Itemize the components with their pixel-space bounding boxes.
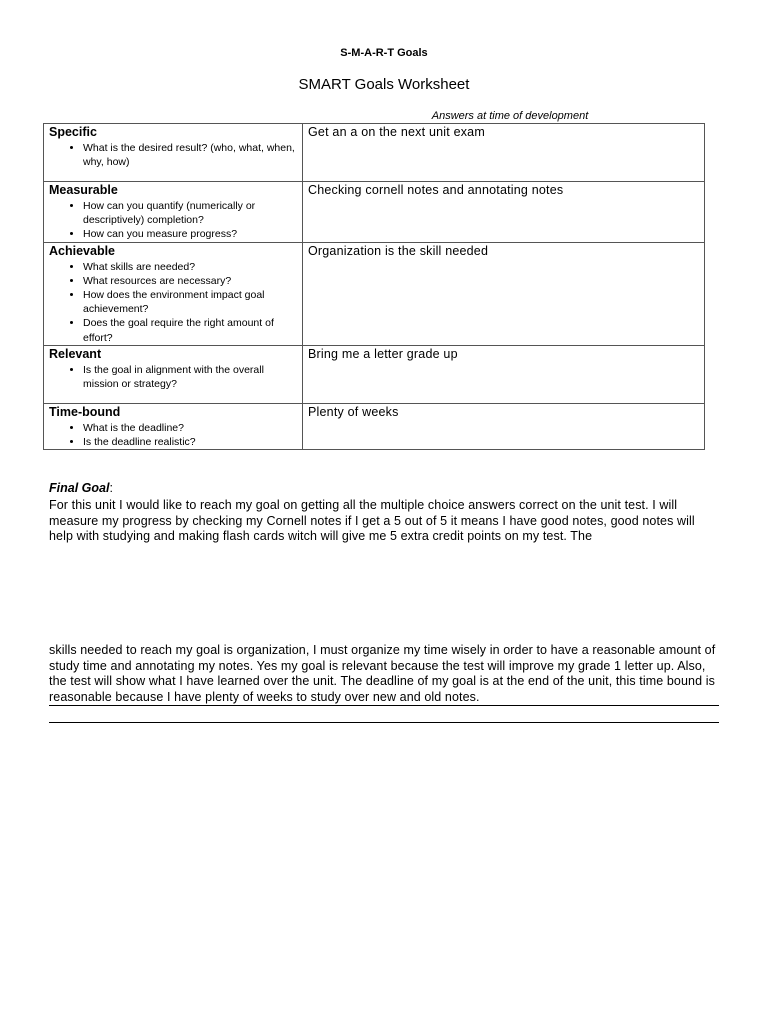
question-list <box>49 141 297 169</box>
final-goal-paragraph-1: For this unit I would like to reach my goal on getting all the multiple choice answers correct on the unit test. I will measure my progress by checking my Cornell notes if I get a 5 out of 5 it means I have good notes, good notes will help with studying and making flash cards witch will give me 5 extra credit points on my test. The <box>49 498 695 543</box>
criteria-cell <box>44 345 303 403</box>
final-goal-paragraph-2: skills needed to reach my goal is organization, I must organize my time wisely in order to have a reasonable amount of study time and annotating my notes. Yes my goal is relevant because the test will improve my grade 1 letter up. Also, the test will show what I have learned over the unit. The deadline of my goal is at the end of the unit, this time bound is reasonable because I have plenty of weeks to study over new and old notes. <box>49 643 716 704</box>
criteria-cell <box>44 403 303 449</box>
question-list <box>49 199 297 242</box>
question-list <box>49 363 297 391</box>
underline-rule <box>49 705 719 706</box>
criteria-cell <box>44 182 303 243</box>
question-list <box>49 421 297 449</box>
question-item: • Is the goal in alignment with the overall mission or strategy? <box>83 363 297 391</box>
answer-cell <box>303 403 705 449</box>
category-label: Achievable <box>49 243 116 258</box>
question-item: • Is the deadline realistic? <box>83 435 297 449</box>
category-label: Measurable <box>49 183 118 197</box>
table-row-achievable <box>44 242 705 345</box>
question-item: • What is the desired result? (who, what, when, why, how) <box>83 141 297 169</box>
smart-goals-table <box>43 123 705 450</box>
question-item: • How can you quantify (numerically or descriptively) completion? <box>83 199 297 227</box>
criteria-cell <box>44 124 303 182</box>
final-goal-colon: : <box>109 481 113 495</box>
answer-text: Checking cornell notes and annotating notes <box>308 183 564 197</box>
table-row-relevant <box>44 345 705 403</box>
answers-column-caption: Answers at time of development <box>431 110 589 122</box>
underline-rule <box>49 722 719 723</box>
page-title: SMART Goals Worksheet <box>298 76 470 93</box>
final-goal-heading <box>49 481 113 495</box>
category-label: Relevant <box>49 346 102 361</box>
category-label: Time-bound <box>49 404 121 419</box>
question-item: • What resources are necessary? <box>83 274 297 288</box>
category-label: Specific <box>49 125 97 139</box>
answer-text: Plenty of weeks <box>308 404 399 419</box>
question-item: • Does the goal require the right amount of effort? <box>83 316 297 344</box>
table-row-time-bound <box>44 403 705 449</box>
question-list <box>49 260 297 345</box>
answer-cell <box>303 182 705 243</box>
document-header: S-M-A-R-T Goals <box>340 47 428 59</box>
question-item: • What is the deadline? <box>83 421 297 435</box>
answer-text: Get an a on the next unit exam <box>308 125 485 139</box>
table-row-specific <box>44 124 705 182</box>
table-row-measurable <box>44 182 705 243</box>
answer-cell <box>303 242 705 345</box>
answer-text: Bring me a letter grade up <box>308 346 458 361</box>
final-goal-label: Final Goal <box>49 481 110 495</box>
criteria-cell <box>44 242 303 345</box>
answer-text: Organization is the skill needed <box>308 243 489 258</box>
answer-cell <box>303 124 705 182</box>
question-item: • How can you measure progress? <box>83 227 297 241</box>
answer-cell <box>303 345 705 403</box>
question-item: • What skills are needed? <box>83 260 297 274</box>
question-item: • How does the environment impact goal achievement? <box>83 288 297 316</box>
